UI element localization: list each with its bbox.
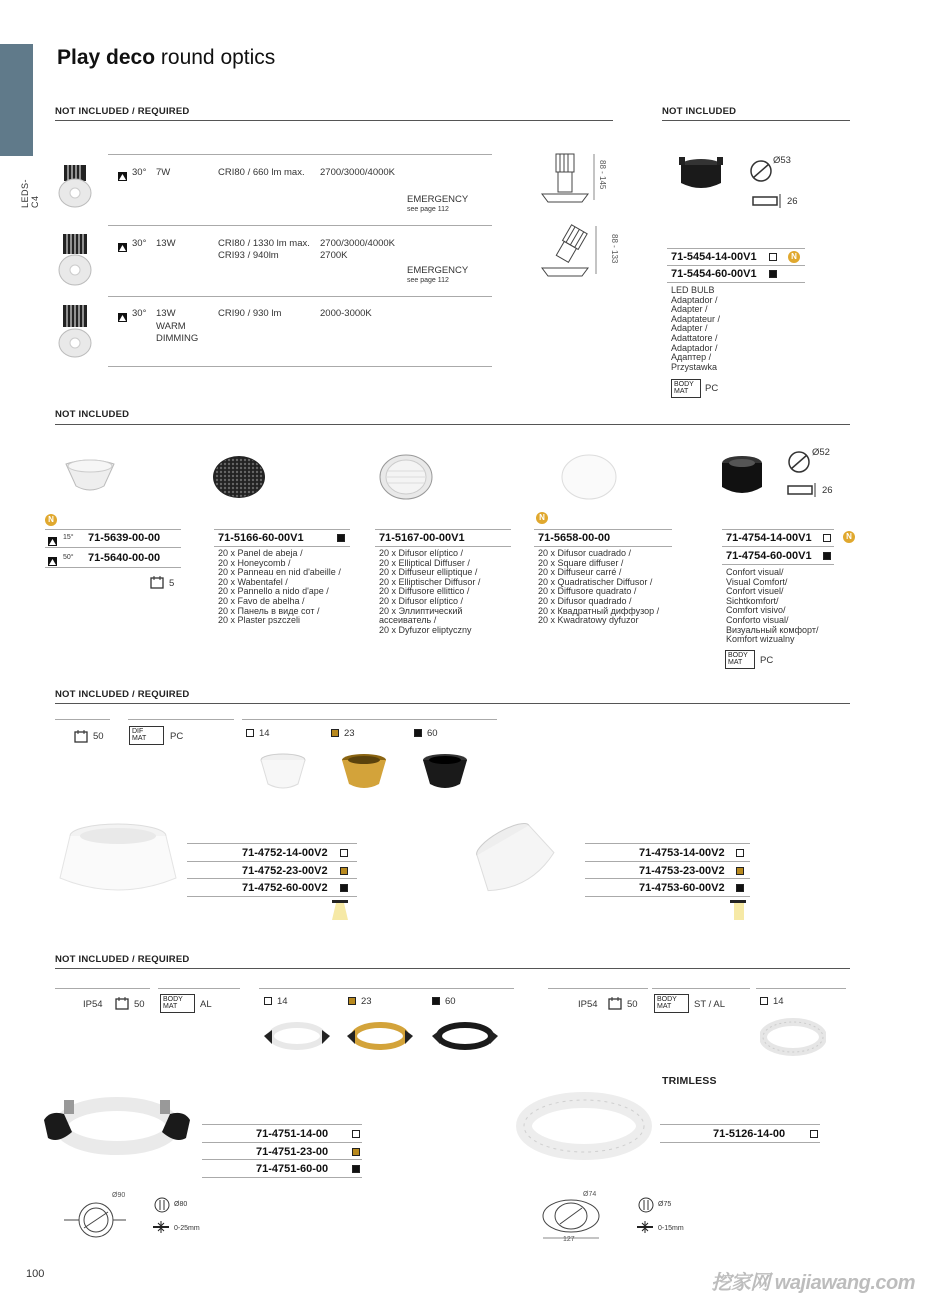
section4-header: NOT INCLUDED / REQUIRED bbox=[55, 954, 190, 965]
code-rule bbox=[375, 529, 511, 530]
row3-angle: 30° bbox=[132, 308, 147, 319]
desc-line: Confort visuel/ bbox=[726, 586, 784, 597]
s4-color-23: 23 bbox=[361, 996, 372, 1007]
desc-line: Adaptateur / bbox=[671, 313, 721, 324]
row1-emergency: EMERGENCY bbox=[407, 194, 469, 205]
trimless-small-image bbox=[760, 1018, 826, 1056]
desc-line: ассеиватель / bbox=[379, 615, 437, 626]
ceiling-thickness-icon bbox=[152, 1220, 170, 1234]
right-outer-diameter: Ø74 bbox=[583, 1191, 597, 1198]
black-swatch bbox=[769, 270, 777, 278]
package-icon bbox=[74, 729, 89, 744]
height-icon bbox=[752, 193, 782, 209]
code-rule bbox=[375, 546, 511, 547]
code-rule bbox=[187, 896, 357, 897]
dim-label-1: 88 - 145 bbox=[598, 160, 607, 190]
rule bbox=[128, 719, 234, 720]
s4-color-14: 14 bbox=[277, 996, 288, 1007]
cutout-icon bbox=[638, 1197, 654, 1213]
row3-cri: CRI90 / 930 lm bbox=[218, 308, 282, 319]
desc-line: 20 x Diffusore ellittico / bbox=[379, 586, 470, 597]
desc-line: 20 x Square diffuser / bbox=[538, 557, 624, 568]
black-trim-image bbox=[430, 1020, 500, 1052]
page-title bbox=[57, 46, 275, 70]
black-swatch bbox=[340, 884, 348, 892]
trim-code-23: 71-4751-23-00 bbox=[256, 1146, 329, 1158]
code-rule bbox=[585, 861, 750, 862]
left-outer-diameter: Ø90 bbox=[112, 1192, 126, 1199]
lens-qty: 5 bbox=[169, 578, 175, 589]
lens-code-50: 71-5640-00-00 bbox=[88, 552, 161, 564]
row3-cct: 2000-3000K bbox=[320, 308, 372, 319]
left-cutout: Ø80 bbox=[174, 1201, 188, 1208]
s4-ip-right: IP54 bbox=[578, 999, 598, 1010]
desc-line: Adattatore / bbox=[671, 332, 718, 343]
fixed-code-14: 71-4752-14-00V2 bbox=[242, 847, 328, 859]
white-swatch bbox=[769, 253, 777, 261]
body-label: BODY bbox=[657, 996, 677, 1003]
desc-line: 20 x Diffusore quadrato / bbox=[538, 586, 637, 597]
desc-line: 20 x Difusor quadrado / bbox=[538, 595, 632, 606]
body-label: BODY bbox=[728, 652, 748, 659]
tilted-ring-image bbox=[464, 818, 560, 894]
rule bbox=[55, 988, 150, 989]
row1-cct: 2700/3000/4000K bbox=[320, 167, 396, 178]
mat-label: MAT bbox=[163, 1003, 178, 1010]
desc-line: 20 x Diffuseur carré / bbox=[538, 567, 622, 578]
page-number: 100 bbox=[26, 1268, 45, 1280]
section-tab bbox=[0, 44, 33, 156]
desc-line: 20 x Elliptical Diffuser / bbox=[379, 557, 470, 568]
code-rule bbox=[202, 1159, 362, 1160]
white-swatch bbox=[246, 729, 254, 737]
code-rule bbox=[585, 843, 750, 844]
new-badge: N bbox=[45, 514, 57, 526]
dif-mat-box bbox=[129, 726, 164, 745]
gold-swatch bbox=[348, 997, 356, 1005]
desc-line: 20 x Panneau en nid d'abeille / bbox=[218, 567, 341, 578]
honeycomb-desc-list bbox=[218, 549, 341, 626]
comfort-material: PC bbox=[760, 655, 774, 666]
section2-header: NOT INCLUDED bbox=[55, 409, 130, 420]
white-swatch bbox=[760, 997, 768, 1005]
desc-line: 20 x Favo de abelha / bbox=[218, 595, 305, 606]
desc-line: Adapter / bbox=[671, 323, 708, 334]
row2-cct2: 2700K bbox=[320, 250, 348, 261]
right-range: 0-15mm bbox=[658, 1225, 684, 1232]
code-rule bbox=[660, 1124, 820, 1125]
mat-label: MAT bbox=[132, 735, 147, 742]
left-range: 0-25mm bbox=[174, 1225, 200, 1232]
row1-see: see page 112 bbox=[407, 206, 449, 213]
section2-rule bbox=[55, 424, 850, 425]
s3-material: PC bbox=[170, 731, 184, 742]
black-ring-image bbox=[418, 752, 472, 796]
s4-material-right: ST / AL bbox=[694, 999, 725, 1010]
code-rule bbox=[187, 861, 357, 862]
row3-watt: 13W bbox=[156, 308, 176, 319]
tilt-code-14: 71-4753-14-00V2 bbox=[639, 847, 725, 859]
square-desc-list bbox=[538, 549, 659, 626]
s4-color-60: 60 bbox=[445, 996, 456, 1007]
code-rule bbox=[202, 1142, 362, 1143]
code-rule bbox=[202, 1177, 362, 1178]
code-rule bbox=[667, 282, 805, 283]
trimless-code: 71-5126-14-00 bbox=[713, 1128, 786, 1140]
trim-code-60: 71-4751-60-00 bbox=[256, 1163, 329, 1175]
row2-watt: 13W bbox=[156, 238, 176, 249]
mat-label: MAT bbox=[728, 659, 743, 666]
desc-line: 20 x Kwadratowy dyfuzor bbox=[538, 615, 639, 626]
desc-line: Comfort visivo/ bbox=[726, 605, 786, 616]
comfort-height: 26 bbox=[822, 485, 833, 496]
desc-line: Визуальный комфорт/ bbox=[726, 624, 819, 635]
code-rule bbox=[722, 564, 834, 565]
rule bbox=[55, 719, 110, 720]
lens-angle-15: 15° bbox=[63, 534, 74, 541]
section1-rule-right bbox=[662, 120, 850, 121]
body-mat-box bbox=[725, 650, 755, 669]
body-mat-box bbox=[160, 994, 195, 1013]
light-beam-icon bbox=[728, 899, 748, 921]
adapter-code-white: 71-5454-14-00V1 bbox=[671, 251, 757, 263]
body-label: BODY bbox=[163, 996, 183, 1003]
desc-line: LED BULB bbox=[671, 285, 715, 295]
code-rule bbox=[214, 546, 350, 547]
row1-cri: CRI80 / 660 lm max. bbox=[218, 167, 305, 178]
light-beam-icon bbox=[330, 899, 350, 921]
new-badge: N bbox=[536, 512, 548, 524]
square-code: 71-5658-00-00 bbox=[538, 532, 611, 544]
code-rule bbox=[667, 265, 805, 266]
mat-label: MAT bbox=[657, 1003, 672, 1010]
desc-line: 20 x Difusor elíptico / bbox=[379, 595, 464, 606]
trim-large-image bbox=[42, 1092, 192, 1160]
rule bbox=[242, 719, 497, 720]
white-ring-image bbox=[256, 752, 310, 794]
section1-header-right: NOT INCLUDED bbox=[662, 106, 737, 117]
section3-rule bbox=[55, 703, 850, 704]
code-rule bbox=[187, 843, 357, 844]
adapter-diameter: Ø53 bbox=[773, 155, 791, 166]
desc-line: Adaptador / bbox=[671, 294, 718, 305]
adapter-material: PC bbox=[705, 383, 719, 394]
s4-ip: IP54 bbox=[83, 999, 103, 1010]
black-swatch bbox=[823, 552, 831, 560]
fixed-code-23: 71-4752-23-00V2 bbox=[242, 865, 328, 877]
package-icon bbox=[115, 996, 130, 1011]
row2-emergency: EMERGENCY bbox=[407, 265, 469, 276]
white-swatch bbox=[810, 1130, 818, 1138]
comfort-code-black: 71-4754-60-00V1 bbox=[726, 550, 812, 562]
lens-angle-50: 50° bbox=[63, 554, 74, 561]
body-label: BODY bbox=[674, 381, 694, 388]
elliptical-diffuser-image bbox=[378, 453, 434, 501]
diameter-icon bbox=[787, 449, 815, 475]
white-swatch bbox=[736, 849, 744, 857]
beam-angle-icon bbox=[48, 553, 57, 562]
beam-angle-icon bbox=[118, 239, 127, 248]
black-swatch bbox=[337, 534, 345, 542]
comfort-code-white: 71-4754-14-00V1 bbox=[726, 532, 812, 544]
package-icon bbox=[608, 996, 623, 1011]
body-mat-box bbox=[671, 379, 701, 398]
gold-swatch bbox=[736, 867, 744, 875]
led-bulb-image bbox=[56, 232, 94, 288]
row1-angle: 30° bbox=[132, 167, 147, 178]
package-icon bbox=[150, 575, 165, 590]
code-rule bbox=[534, 529, 672, 530]
desc-line: Przystawka bbox=[671, 361, 718, 372]
right-cutout: Ø75 bbox=[658, 1201, 672, 1208]
fixed-code-60: 71-4752-60-00V2 bbox=[242, 882, 328, 894]
left-dimension-drawing bbox=[62, 1196, 128, 1242]
row2-cri: CRI80 / 1330 lm max. bbox=[218, 238, 310, 249]
code-rule bbox=[202, 1124, 362, 1125]
white-swatch bbox=[823, 534, 831, 542]
black-swatch bbox=[414, 729, 422, 737]
color-60: 60 bbox=[427, 728, 438, 739]
new-badge: N bbox=[788, 251, 800, 263]
square-diffuser-image bbox=[560, 453, 618, 501]
section1-header: NOT INCLUDED / REQUIRED bbox=[55, 106, 190, 117]
desc-line: Komfort wizualny bbox=[726, 634, 795, 645]
code-rule bbox=[45, 547, 181, 548]
gold-swatch bbox=[340, 867, 348, 875]
rule bbox=[652, 988, 750, 989]
section4-rule bbox=[55, 968, 850, 969]
desc-line: 20 x Wabentafel / bbox=[218, 576, 288, 587]
elliptical-desc-list bbox=[379, 549, 480, 635]
row-divider bbox=[108, 296, 492, 297]
dif-label: DIF bbox=[132, 728, 144, 735]
code-rule bbox=[534, 546, 672, 547]
desc-line: 20 x Quadratischer Diffusor / bbox=[538, 576, 653, 587]
mat-label: MAT bbox=[674, 388, 689, 395]
s4-material-left: AL bbox=[200, 999, 212, 1010]
row3-watt3: DIMMING bbox=[156, 333, 199, 344]
row1-watt: 7W bbox=[156, 167, 171, 178]
beam-angle-icon bbox=[48, 533, 57, 542]
side-label: LEDS-C4 bbox=[20, 178, 40, 208]
right-width: 127 bbox=[563, 1236, 575, 1243]
row2-see: see page 112 bbox=[407, 277, 449, 284]
desc-line: Адаптер / bbox=[671, 352, 712, 363]
desc-line: Sichtkomfort/ bbox=[726, 595, 779, 606]
row-divider bbox=[108, 154, 492, 155]
code-rule bbox=[722, 529, 834, 530]
desc-line: 20 x Diffuseur elliptique / bbox=[379, 567, 478, 578]
desc-line: Conforto visual/ bbox=[726, 614, 789, 625]
desc-line: Adaptador / bbox=[671, 342, 718, 353]
tilt-code-60: 71-4753-60-00V2 bbox=[639, 882, 725, 894]
trimless-large-image bbox=[514, 1088, 654, 1164]
elliptical-code: 71-5167-00-00V1 bbox=[379, 532, 465, 544]
code-rule bbox=[667, 248, 805, 249]
fixed-ring-image bbox=[56, 820, 180, 898]
row-divider bbox=[108, 225, 492, 226]
lens-code-15: 71-5639-00-00 bbox=[88, 532, 161, 544]
title-rest: round optics bbox=[155, 46, 276, 69]
row2-cri2: CRI93 / 940lm bbox=[218, 250, 279, 261]
led-bulb-image bbox=[56, 303, 94, 359]
row2-angle: 30° bbox=[132, 238, 147, 249]
white-swatch bbox=[264, 997, 272, 1005]
desc-line: 20 x Plaster pszczeli bbox=[218, 615, 301, 626]
tilted-drawing bbox=[538, 222, 618, 282]
ceiling-thickness-icon bbox=[636, 1220, 654, 1234]
color-23: 23 bbox=[344, 728, 355, 739]
gold-swatch bbox=[331, 729, 339, 737]
desc-line: 20 x Dyfuzor eliptyczny bbox=[379, 624, 472, 635]
honeycomb-image bbox=[211, 454, 267, 500]
height-icon bbox=[787, 482, 817, 498]
desc-line: 20 x Honeycomb / bbox=[218, 557, 291, 568]
section1-rule bbox=[55, 120, 613, 121]
section3-header: NOT INCLUDED / REQUIRED bbox=[55, 689, 190, 700]
beam-angle-icon bbox=[118, 309, 127, 318]
black-swatch bbox=[352, 1165, 360, 1173]
rule bbox=[158, 988, 240, 989]
watermark: 挖家网 wajiawang.com bbox=[711, 1272, 915, 1294]
gold-ring-image bbox=[337, 752, 391, 796]
honeycomb-code: 71-5166-60-00V1 bbox=[218, 532, 304, 544]
desc-line: 20 x Elliptischer Diffusor / bbox=[379, 576, 481, 587]
desc-line: 20 x Panel de abeja / bbox=[218, 548, 303, 558]
trimless-label: TRIMLESS bbox=[662, 1075, 717, 1087]
rule bbox=[756, 988, 846, 989]
row3-watt2: WARM bbox=[156, 321, 186, 332]
black-swatch bbox=[736, 884, 744, 892]
row-divider bbox=[108, 366, 492, 367]
desc-line: 20 x Эллиптический bbox=[379, 605, 463, 616]
lens-image bbox=[64, 456, 116, 498]
desc-line: 20 x Difusor cuadrado / bbox=[538, 548, 632, 558]
comfort-desc-list bbox=[726, 568, 818, 645]
desc-line: Adapter / bbox=[671, 304, 708, 315]
adapter-code-black: 71-5454-60-00V1 bbox=[671, 268, 757, 280]
code-rule bbox=[722, 546, 834, 547]
tilt-code-23: 71-4753-23-00V2 bbox=[639, 865, 725, 877]
dim-label-2: 88 - 133 bbox=[610, 234, 619, 264]
led-bulb-image bbox=[56, 163, 94, 211]
desc-line: 20 x Pannello a nido d'ape / bbox=[218, 586, 329, 597]
color-14: 14 bbox=[259, 728, 270, 739]
white-swatch bbox=[352, 1130, 360, 1138]
title-bold: Play deco bbox=[57, 46, 156, 69]
new-badge: N bbox=[843, 531, 855, 543]
desc-line: 20 x Панель в виде сот / bbox=[218, 605, 320, 616]
cutout-icon bbox=[154, 1197, 170, 1213]
body-mat-box bbox=[654, 994, 689, 1013]
rule bbox=[259, 988, 514, 989]
s3-qty: 50 bbox=[93, 731, 104, 742]
code-rule bbox=[660, 1142, 820, 1143]
s4-color-right: 14 bbox=[773, 996, 784, 1007]
adapter-height: 26 bbox=[787, 196, 798, 207]
adapter-desc-list bbox=[671, 286, 720, 372]
comfort-ring-image bbox=[719, 453, 765, 499]
rule bbox=[548, 988, 648, 989]
code-rule bbox=[187, 878, 357, 879]
s4-qty-right: 50 bbox=[627, 999, 638, 1010]
desc-line: Confort visual/ bbox=[726, 567, 784, 577]
s4-qty: 50 bbox=[134, 999, 145, 1010]
code-rule bbox=[45, 529, 181, 530]
beam-angle-icon bbox=[118, 168, 127, 177]
white-swatch bbox=[340, 849, 348, 857]
comfort-diameter: Ø52 bbox=[812, 447, 830, 458]
black-swatch bbox=[432, 997, 440, 1005]
code-rule bbox=[585, 896, 750, 897]
gold-trim-image bbox=[345, 1020, 415, 1052]
desc-line: 20 x Difusor elíptico / bbox=[379, 548, 464, 558]
code-rule bbox=[45, 567, 181, 568]
row2-cct: 2700/3000/4000K bbox=[320, 238, 396, 249]
desc-line: Visual Comfort/ bbox=[726, 576, 788, 587]
white-trim-image bbox=[262, 1020, 332, 1052]
desc-line: 20 x Квадратный диффузор / bbox=[538, 605, 660, 616]
adapter-image bbox=[677, 155, 727, 195]
code-rule bbox=[214, 529, 350, 530]
code-rule bbox=[585, 878, 750, 879]
gold-swatch bbox=[352, 1148, 360, 1156]
trim-code-14: 71-4751-14-00 bbox=[256, 1128, 329, 1140]
